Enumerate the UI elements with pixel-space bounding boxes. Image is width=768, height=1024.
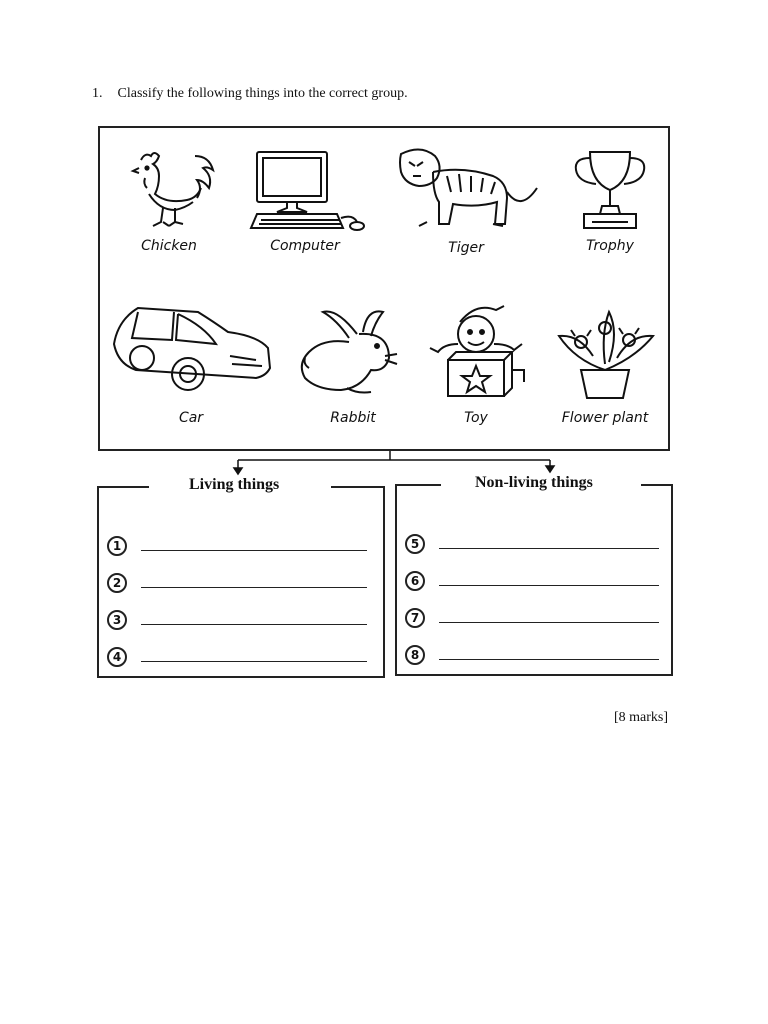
item-label: Toy — [464, 410, 488, 426]
answer-line-1[interactable] — [141, 550, 367, 551]
item-label: Car — [178, 410, 204, 426]
question-number: 1. — [92, 86, 103, 101]
answer-line-5[interactable] — [439, 548, 659, 549]
arrow-down-icon — [234, 468, 242, 474]
non-living-things-box — [395, 474, 673, 676]
item-label: Computer — [270, 238, 340, 254]
item-label: Rabbit — [330, 410, 376, 426]
answer-number: 4 — [107, 647, 127, 667]
answer-number: 7 — [405, 608, 425, 628]
question-text: Classify the following things into the correct group. — [117, 86, 408, 101]
answer-number: 2 — [107, 573, 127, 593]
item-label: Tiger — [448, 240, 484, 256]
answer-line-4[interactable] — [141, 661, 367, 662]
answer-line-6[interactable] — [439, 585, 659, 586]
item-label: Flower plant — [561, 410, 649, 426]
living-things-box — [97, 476, 385, 678]
answer-number: 1 — [107, 536, 127, 556]
answer-line-8[interactable] — [439, 659, 659, 660]
answer-number: 5 — [405, 534, 425, 554]
answer-line-2[interactable] — [141, 587, 367, 588]
non-living-things-title: Non-living things — [475, 474, 593, 491]
item-label: Trophy — [586, 238, 634, 254]
answer-line-7[interactable] — [439, 622, 659, 623]
classification-connector — [0, 0, 768, 480]
answer-number: 6 — [405, 571, 425, 591]
marks-label: [8 marks] — [614, 710, 669, 725]
living-things-title: Living things — [189, 476, 280, 493]
item-label: Chicken — [141, 238, 197, 254]
answer-line-3[interactable] — [141, 624, 367, 625]
answer-number: 8 — [405, 645, 425, 665]
arrow-down-icon — [546, 466, 554, 472]
answer-number: 3 — [107, 610, 127, 630]
